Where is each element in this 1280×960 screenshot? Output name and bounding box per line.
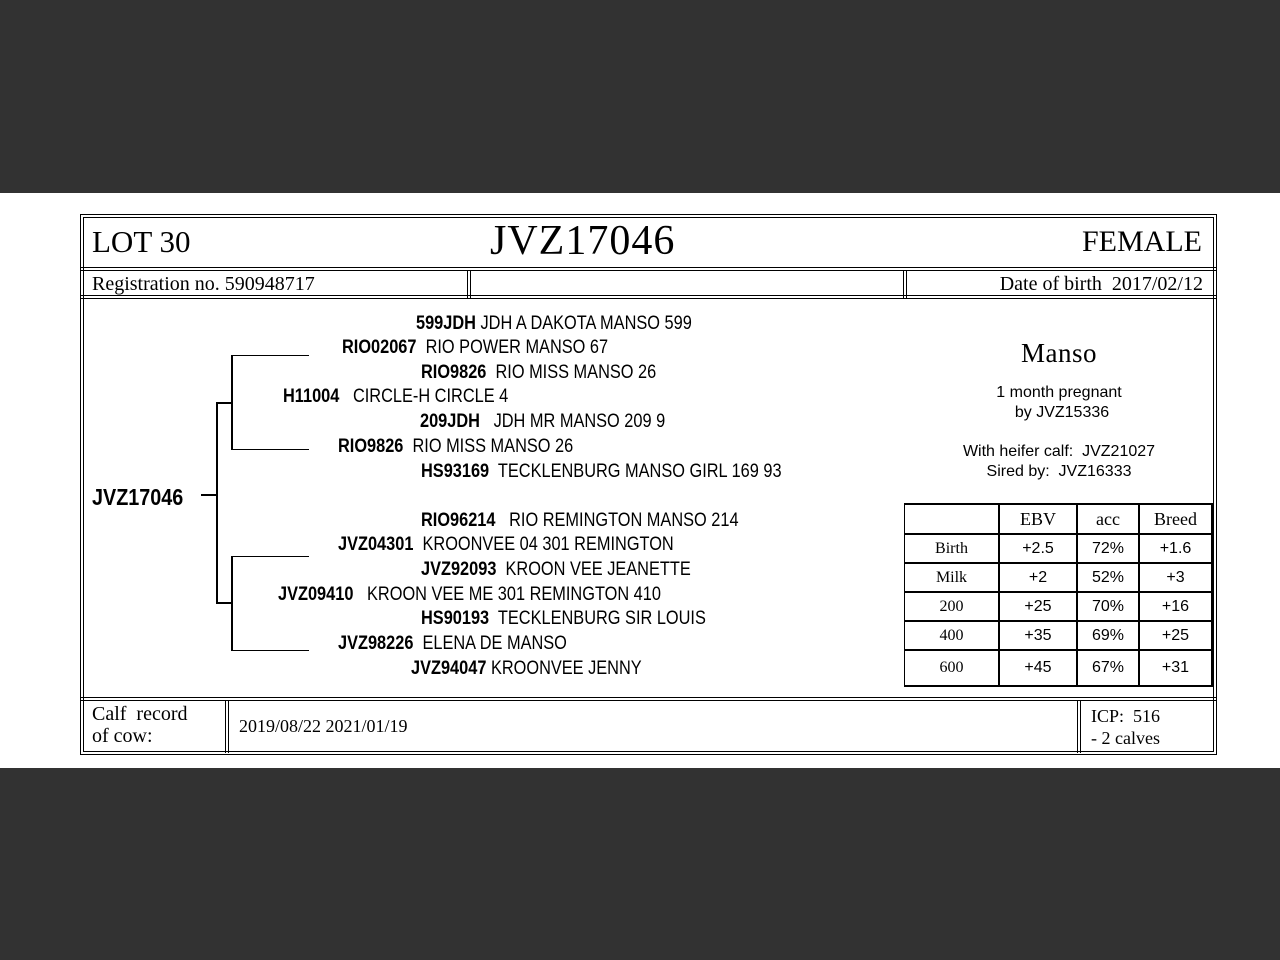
row-label: Milk — [905, 563, 1000, 592]
calf-dates: 2019/08/22 2021/01/19 — [239, 716, 408, 736]
pregnancy-sire: by JVZ15336 — [1014, 404, 1110, 421]
table-row — [905, 621, 1213, 650]
row-label: Birth — [905, 534, 1000, 563]
pedigree-entry: H11004 CIRCLE-H CIRCLE 4 — [283, 386, 509, 407]
sex-label: FEMALE — [1082, 225, 1202, 258]
pedigree-entry: JVZ94047 KROONVEE JENNY — [411, 658, 642, 679]
pedigree-entry: RIO02067 RIO POWER MANSO 67 — [342, 337, 609, 358]
pedigree-entry: JVZ04301 KROONVEE 04 301 REMINGTON — [338, 534, 674, 555]
row-label: 600 — [905, 650, 1000, 686]
pedigree-entry: RIO9826 RIO MISS MANSO 26 — [421, 362, 657, 383]
lot-number: LOT 30 — [92, 224, 191, 259]
calf-record-label: Calf record of cow: — [92, 703, 188, 747]
acc-header: acc — [1077, 504, 1139, 534]
ebv-value: +2 — [999, 563, 1077, 592]
ebv-value: +35 — [999, 621, 1077, 650]
pedigree-entry: JVZ92093 KROON VEE JEANETTE — [421, 559, 691, 580]
table-row — [905, 563, 1213, 592]
table-row — [905, 534, 1213, 563]
table-row — [905, 650, 1213, 686]
breed-title: Manso — [1021, 338, 1097, 368]
ebv-value: +2.5 — [999, 534, 1077, 563]
pedigree-entry: RIO9826 RIO MISS MANSO 26 — [338, 436, 574, 457]
lot-card — [0, 193, 1280, 768]
pedigree-entry: HS90193 TECKLENBURG SIR LOUIS — [421, 608, 706, 629]
acc-value: 70% — [1077, 592, 1139, 621]
animal-id-label: JVZ17046 — [92, 484, 184, 510]
ebv-table — [904, 503, 1213, 687]
table-row — [905, 592, 1213, 621]
registration-number: Registration no. 590948717 — [92, 273, 315, 295]
ebv-header: EBV — [999, 504, 1077, 534]
breed-value: +25 — [1139, 621, 1212, 650]
acc-value: 72% — [1077, 534, 1139, 563]
breed-value: +1.6 — [1139, 534, 1212, 563]
pedigree-entry: 209JDH JDH MR MANSO 209 9 — [420, 411, 666, 432]
ebv-value: +45 — [999, 650, 1077, 686]
breed-value: +3 — [1139, 563, 1212, 592]
row-label: 400 — [905, 621, 1000, 650]
acc-value: 67% — [1077, 650, 1139, 686]
breed-header: Breed — [1139, 504, 1212, 534]
ebv-value: +25 — [999, 592, 1077, 621]
calf-info: With heifer calf: JVZ21027 — [962, 443, 1156, 460]
acc-value: 52% — [1077, 563, 1139, 592]
row-label: 200 — [905, 592, 1000, 621]
ebv-header-blank — [905, 504, 1000, 534]
breed-value: +16 — [1139, 592, 1212, 621]
icp-info: ICP: 516 - 2 calves — [1091, 706, 1161, 748]
pedigree-entry: RIO96214 RIO REMINGTON MANSO 214 — [421, 510, 739, 531]
breed-value: +31 — [1139, 650, 1212, 686]
pedigree-entry: JVZ98226 ELENA DE MANSO — [338, 633, 567, 654]
date-of-birth: Date of birth 2017/02/12 — [999, 273, 1203, 295]
pedigree-entry: 599JDH JDH A DAKOTA MANSO 599 — [416, 313, 692, 334]
acc-value: 69% — [1077, 621, 1139, 650]
calf-sire: Sired by: JVZ16333 — [986, 463, 1132, 480]
pregnancy-status: 1 month pregnant — [996, 384, 1122, 401]
animal-id-title: JVZ17046 — [490, 218, 676, 264]
pedigree-entry: HS93169 TECKLENBURG MANSO GIRL 169 93 — [421, 461, 782, 482]
pedigree-entry: JVZ09410 KROON VEE ME 301 REMINGTON 410 — [278, 584, 661, 605]
